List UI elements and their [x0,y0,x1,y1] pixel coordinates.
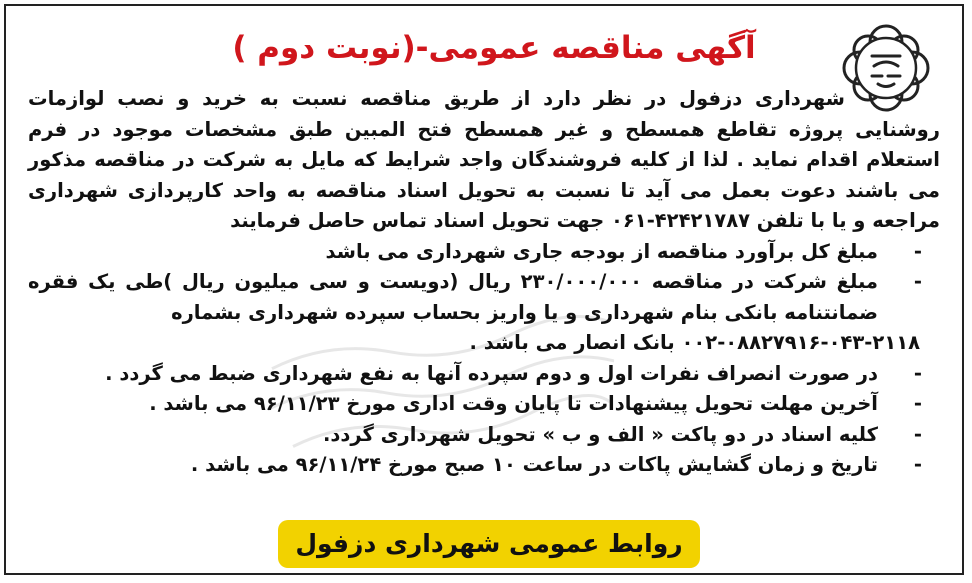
list-item [28,420,940,451]
footer-signature: روابط عمومی شهرداری دزفول [278,520,700,568]
list-item-text: تاریخ و زمان گشایش پاکات در ساعت ۱۰ صبح مورخ ۹۶/۱۱/۲۴ می باشد . [190,453,878,476]
bullet-dash: - [913,361,922,385]
list-item [28,389,940,420]
bullet-dash: - [913,453,922,476]
bullet-dash: - [913,270,922,293]
intro-paragraph: شهرداری دزفول در نظر دارد از طریق مناقصه نسبت به خرید و نصب لوازمات روشنایی پروژه تقاطع همسطح و غیر همسطح فتح المبین طبق مشخصات موجود در فرم استعلام اقدام نماید . لذا از کلیه فروشندگان واجد شرایط که مایل به شرکت در مناقصه مذکور می باشند دعوت بعمل می آید تا نسبت به تحویل اسناد مناقصه به واحد کارپردازی شهرداری مراجعه و یا با تلفن ۴۲۴۲۱۷۸۷-۰۶۱ جهت تحویل اسناد تماس حاصل فرمایند [28,87,940,232]
list-item [28,450,940,481]
conditions-list [28,237,940,329]
conditions-list-2 [28,359,940,481]
bullet-dash: - [913,239,922,263]
bullet-dash: - [913,392,922,415]
advertisement-frame [4,4,964,575]
bullet-dash: - [913,422,922,446]
list-item-text: آخرین مهلت تحویل پیشنهادات تا پایان وقت اداری مورخ ۹۶/۱۱/۲۳ می باشد . [149,392,878,415]
list-item-text: کلیه اسناد در دو پاکت « الف و ب » تحویل شهرداری گردد. [322,422,878,446]
notice-body [28,84,940,481]
list-item [28,237,940,268]
list-item-text: در صورت انصراف نفرات اول و دوم سپرده آنها به نفع شهرداری ضبط می گردد . [105,361,878,385]
list-item [28,267,940,328]
account-number-line: ۰۰۲-۰۸۸۲۷۹۱۶-۰۴۳-۲۱۱۸ بانک انصار می باشد . [469,331,920,354]
list-item-text: مبلغ شرکت در مناقصه ۲۳۰/۰۰۰/۰۰۰ ریال (دویست و سی میلیون ریال )طی یک فقره ضمانتنامه بانکی بنام شهرداری و یا واریز بحساب سپرده شهرداری بشماره [28,270,878,324]
page-title: آگهی مناقصه عمومی-(نوبت دوم ) [232,30,756,66]
list-item-text: مبلغ کل برآورد مناقصه از بودجه جاری شهرداری می باشد [325,239,878,263]
list-item [28,359,940,390]
